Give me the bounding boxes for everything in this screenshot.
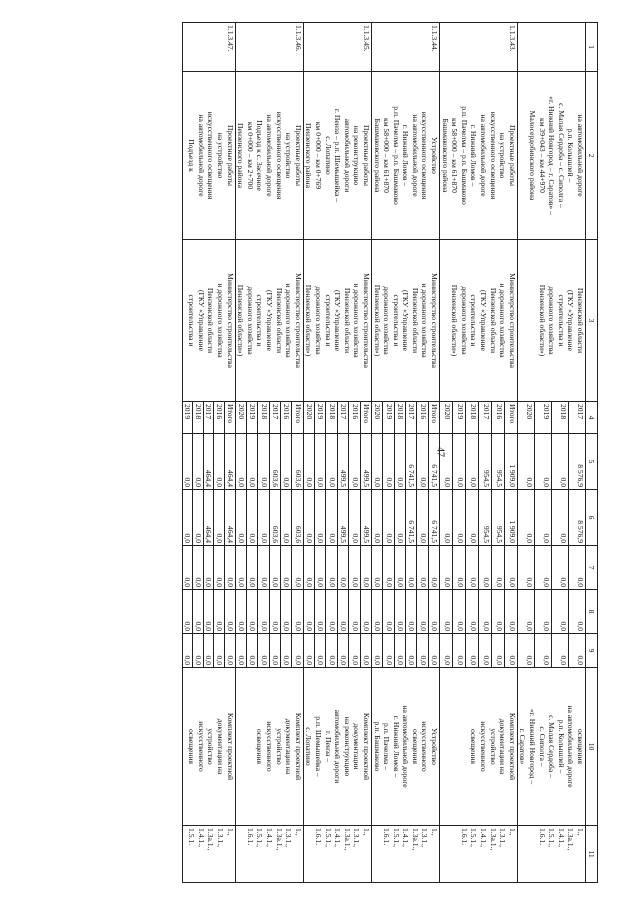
row-year: 2019: [246, 402, 257, 434]
row-year: 2019: [534, 402, 551, 434]
row-value: 6 741,5: [406, 490, 417, 546]
row-value: 0,0: [417, 634, 428, 668]
row-value: 0,0: [182, 546, 193, 590]
row-value: 0,0: [349, 590, 360, 634]
row-value: 0,0: [326, 434, 337, 490]
row-value: 603,6: [269, 490, 280, 546]
row-result: освещения на автомобильной дороге р.п. Колышлей – с. Малая Сердоба – с. Сиполга – «г. Нижний Новгород – г. Саратов»: [517, 668, 585, 826]
page-number: 47: [434, 447, 446, 457]
row-year: 2017: [568, 402, 585, 434]
column-number-row: [586, 23, 598, 883]
row-value: 0,0: [417, 490, 428, 546]
row-value: 0,0: [504, 590, 517, 634]
row-value: 0,0: [315, 546, 326, 590]
row-value: 0,0: [235, 634, 246, 668]
row-value: 0,0: [551, 590, 568, 634]
row-value: 0,0: [360, 546, 371, 590]
row-value: 0,0: [371, 634, 382, 668]
row-value: 0,0: [491, 546, 504, 590]
row-value: 0,0: [383, 590, 394, 634]
row-value: 0,0: [303, 434, 314, 490]
row-value: 0,0: [349, 490, 360, 546]
row-value: 0,0: [394, 546, 405, 590]
row-value: 0,0: [428, 590, 439, 634]
row-value: 0,0: [371, 434, 382, 490]
row-organization: Министерство строительства и дорожного хозяйства Пензенской области (ГКУ «Управление строительства и дорожного хозяйства Пензенской области»): [371, 240, 439, 402]
row-code: [517, 23, 585, 72]
row-value: 0,0: [281, 590, 292, 634]
row-year: 2016: [417, 402, 428, 434]
row-value: 0,0: [292, 546, 303, 590]
row-value: 0,0: [193, 490, 204, 546]
row-value: 464,4: [225, 490, 236, 546]
row-code: 1.1.3.44.: [371, 23, 439, 72]
row-value: 0,0: [235, 546, 246, 590]
row-indicators: 1., 1.3а.1., 1.4.1., 1.5.1., 1.6.1.: [517, 826, 585, 883]
row-value: 0,0: [315, 590, 326, 634]
row-value: 0,0: [246, 546, 257, 590]
table-row: [360, 23, 371, 883]
row-value: 603,6: [269, 434, 280, 490]
row-code: 1.1.3.43.: [440, 23, 518, 72]
row-value: 0,0: [349, 634, 360, 668]
table-row: [292, 23, 303, 883]
row-year: 2016: [281, 402, 292, 434]
row-value: 499,5: [360, 434, 371, 490]
row-year: Итого: [504, 402, 517, 434]
row-value: 0,0: [453, 634, 466, 668]
row-value: 464,4: [203, 434, 214, 490]
row-value: 0,0: [337, 590, 348, 634]
row-value: 0,0: [466, 634, 479, 668]
row-value: 0,0: [551, 434, 568, 490]
row-value: 0,0: [337, 634, 348, 668]
row-value: 0,0: [491, 590, 504, 634]
row-value: 0,0: [534, 546, 551, 590]
row-value: 0,0: [453, 546, 466, 590]
row-indicators: 1., 1.3.1., 1.3а.1., 1.4.1., 1.5.1., 1.6.1.: [440, 826, 518, 883]
row-value: 0,0: [371, 490, 382, 546]
table-row: [504, 23, 517, 883]
column-number: 2: [586, 72, 598, 240]
row-value: 0,0: [203, 546, 214, 590]
column-number: 10: [586, 668, 598, 826]
row-value: 0,0: [349, 546, 360, 590]
row-indicators: 1., 1.3.1., 1.3а.1., 1.4.1., 1.5.1., 1.6.1.: [235, 826, 303, 883]
column-number: 3: [586, 240, 598, 402]
row-name: Проектные работы на устройство искусственного освещения на автомобильной дороге Подъезд к с. Засечное км 0+000 – км 2+700 Пензенского района: [235, 72, 303, 240]
row-value: 0,0: [517, 434, 534, 490]
row-value: 0,0: [258, 490, 269, 546]
row-value: 0,0: [214, 490, 225, 546]
row-value: 0,0: [551, 634, 568, 668]
row-value: 0,0: [269, 590, 280, 634]
row-indicators: 1., 1.3.1., 1.3а.1., 1.4.1., 1.5.1., 1.6.1.: [303, 826, 371, 883]
row-value: 0,0: [440, 634, 453, 668]
row-value: 499,5: [337, 490, 348, 546]
row-value: 0,0: [517, 634, 534, 668]
row-value: 954,5: [491, 490, 504, 546]
row-value: 0,0: [453, 590, 466, 634]
row-value: 0,0: [303, 634, 314, 668]
row-value: 0,0: [258, 590, 269, 634]
row-value: 0,0: [292, 634, 303, 668]
row-value: 0,0: [394, 590, 405, 634]
table-row: [568, 23, 585, 883]
row-value: 0,0: [360, 634, 371, 668]
column-number: 4: [586, 402, 598, 434]
row-value: 1 909,0: [504, 490, 517, 546]
row-value: 0,0: [246, 634, 257, 668]
row-organization: Пензенской области (ГКУ «Управление строительства и дорожного хозяйства Пензенской области»): [517, 240, 585, 402]
row-value: 0,0: [214, 634, 225, 668]
row-result: Комплект проектной документации на устройство искусственного освещения: [440, 668, 518, 826]
row-result: Комплект проектной документации на реконструкцию автомобильной дороги г. Пенза – р.п. Шемышейка – с. Лопатино: [303, 668, 371, 826]
row-value: 0,0: [326, 634, 337, 668]
column-number: 8: [586, 590, 598, 634]
row-value: 0,0: [349, 434, 360, 490]
column-number: 6: [586, 490, 598, 546]
row-value: 0,0: [360, 590, 371, 634]
row-code: 1.1.3.46.: [235, 23, 303, 72]
row-year: 2019: [315, 402, 326, 434]
row-year: 2017: [406, 402, 417, 434]
row-value: 0,0: [417, 590, 428, 634]
row-value: 0,0: [394, 434, 405, 490]
row-value: 0,0: [440, 590, 453, 634]
row-organization: Министерство строительства и дорожного хозяйства Пензенской области (ГКУ «Управление строительства и: [182, 240, 235, 402]
row-year: 2020: [303, 402, 314, 434]
row-name: на автомобильной дороге р.п. Колышлей – с. Малая Сердоба – с. Сиполга – «г. Нижний Новгород – г. Саратов» – км 39+043 – км 44+970 Малосердобинского района: [517, 72, 585, 240]
row-value: 0,0: [466, 434, 479, 490]
row-name: Проектные работы на устройство искусственного освещения на автомобильной дороге г. Нижний Ломов – р.п. Пачелма – р.п. Башмаково км 58+000 – км 61+870 Башмаковского района: [440, 72, 518, 240]
row-value: 0,0: [246, 434, 257, 490]
row-value: 0,0: [182, 434, 193, 490]
row-value: 464,4: [225, 434, 236, 490]
row-value: 0,0: [193, 590, 204, 634]
row-value: 0,0: [406, 546, 417, 590]
row-value: 499,5: [337, 434, 348, 490]
row-value: 0,0: [326, 490, 337, 546]
row-year: Итого: [292, 402, 303, 434]
row-value: 0,0: [203, 634, 214, 668]
row-value: 6 741,5: [428, 490, 439, 546]
row-value: 0,0: [258, 546, 269, 590]
column-number: 9: [586, 634, 598, 668]
row-value: 0,0: [315, 434, 326, 490]
row-value: 0,0: [466, 546, 479, 590]
row-year: 2018: [193, 402, 204, 434]
row-value: 0,0: [292, 590, 303, 634]
table-body: [182, 23, 585, 883]
row-value: 0,0: [517, 490, 534, 546]
row-value: 0,0: [214, 546, 225, 590]
row-value: 0,0: [568, 590, 585, 634]
row-year: 2017: [478, 402, 491, 434]
row-value: 0,0: [417, 434, 428, 490]
row-value: 0,0: [440, 546, 453, 590]
row-value: 0,0: [315, 634, 326, 668]
row-value: 0,0: [225, 546, 236, 590]
row-year: 2017: [337, 402, 348, 434]
row-value: 0,0: [269, 634, 280, 668]
row-value: 0,0: [235, 590, 246, 634]
row-result: Комплект проектной документации на устройство искусственного освещения: [235, 668, 303, 826]
row-result: Комплект проектной документации на устройство искусственного освещения: [182, 668, 235, 826]
row-name: Устройство искусственного освещения на автомобильной дороге г. Нижний Ломов – р.п. Пачелма – р.п. Башмаково км 58+000 – км 61+870 Башмаковского района: [371, 72, 439, 240]
row-value: 0,0: [534, 590, 551, 634]
row-value: 0,0: [281, 546, 292, 590]
row-value: 0,0: [551, 546, 568, 590]
program-table: [182, 22, 598, 883]
row-year: 2020: [371, 402, 382, 434]
row-year: 2016: [214, 402, 225, 434]
row-value: 0,0: [214, 590, 225, 634]
column-number: 11: [586, 826, 598, 883]
row-value: 0,0: [246, 490, 257, 546]
row-value: 0,0: [235, 490, 246, 546]
column-number: 1: [586, 23, 598, 72]
row-value: 603,6: [292, 434, 303, 490]
row-value: 0,0: [440, 434, 453, 490]
row-value: 0,0: [394, 634, 405, 668]
row-name: Проектные работы на устройство искусственного освещения на автомобильной дороге Подъезд к: [182, 72, 235, 240]
row-value: 0,0: [326, 546, 337, 590]
row-value: 0,0: [193, 546, 204, 590]
row-value: 0,0: [466, 490, 479, 546]
column-number: 7: [586, 546, 598, 590]
row-value: 1 909,0: [504, 434, 517, 490]
row-value: 0,0: [281, 434, 292, 490]
row-value: 0,0: [568, 634, 585, 668]
row-value: 0,0: [517, 546, 534, 590]
row-value: 0,0: [203, 590, 214, 634]
row-value: 0,0: [417, 546, 428, 590]
row-value: 0,0: [428, 546, 439, 590]
row-year: 2016: [349, 402, 360, 434]
row-value: 0,0: [504, 546, 517, 590]
row-value: 0,0: [193, 634, 204, 668]
row-value: 0,0: [453, 434, 466, 490]
row-value: 0,0: [371, 546, 382, 590]
table-row: [428, 23, 439, 883]
row-value: 0,0: [504, 634, 517, 668]
row-value: 0,0: [406, 590, 417, 634]
row-code: 1.1.3.45.: [303, 23, 371, 72]
row-value: 954,5: [478, 434, 491, 490]
row-year: 2020: [440, 402, 453, 434]
row-year: 2020: [517, 402, 534, 434]
row-value: 0,0: [315, 490, 326, 546]
row-value: 954,5: [491, 434, 504, 490]
row-value: 0,0: [466, 590, 479, 634]
row-value: 0,0: [491, 634, 504, 668]
row-value: 0,0: [478, 634, 491, 668]
row-value: 0,0: [534, 434, 551, 490]
table-row: [225, 23, 236, 883]
row-value: 8 576,9: [568, 490, 585, 546]
row-organization: Министерство строительства и дорожного хозяйства Пензенской области (ГКУ «Управление строительства и дорожного хозяйства Пензенской области»): [440, 240, 518, 402]
row-value: 0,0: [534, 634, 551, 668]
row-organization: Министерство строительства и дорожного хозяйства Пензенской области (ГКУ «Управление строительства и дорожного хозяйства Пензенской области»): [303, 240, 371, 402]
row-value: 499,5: [360, 490, 371, 546]
row-year: 2017: [269, 402, 280, 434]
row-value: 0,0: [394, 490, 405, 546]
row-value: 0,0: [303, 590, 314, 634]
row-value: 0,0: [534, 490, 551, 546]
row-year: Итого: [360, 402, 371, 434]
row-value: 0,0: [383, 546, 394, 590]
row-value: 0,0: [326, 590, 337, 634]
row-value: 0,0: [383, 634, 394, 668]
row-value: 603,6: [292, 490, 303, 546]
row-value: 0,0: [235, 434, 246, 490]
row-value: 0,0: [225, 590, 236, 634]
row-year: 2019: [182, 402, 193, 434]
row-year: Итого: [428, 402, 439, 434]
row-value: 6 741,5: [406, 434, 417, 490]
row-value: 0,0: [182, 634, 193, 668]
row-value: 0,0: [182, 490, 193, 546]
row-value: 0,0: [428, 634, 439, 668]
row-value: 0,0: [478, 546, 491, 590]
column-number: 5: [586, 434, 598, 490]
row-value: 0,0: [551, 490, 568, 546]
row-value: 954,5: [478, 490, 491, 546]
row-year: 2018: [394, 402, 405, 434]
row-value: 8 576,9: [568, 434, 585, 490]
row-year: 2018: [551, 402, 568, 434]
row-value: 0,0: [281, 490, 292, 546]
row-name: Проектные работы на реконструкцию автомобильной дороги г. Пенза – р.п. Шемышейка – с. Лопатино км 0+000 – км 0+769 Пензенского района: [303, 72, 371, 240]
row-value: 0,0: [269, 546, 280, 590]
row-value: 0,0: [478, 590, 491, 634]
row-indicators: 1., 1.3.1., 1.3а.1., 1.4.1., 1.5.1.: [182, 826, 235, 883]
row-value: 0,0: [568, 546, 585, 590]
row-value: 464,4: [203, 490, 214, 546]
row-value: 0,0: [337, 546, 348, 590]
row-year: 2019: [383, 402, 394, 434]
row-result: Устройство искусственного освещения на автомобильной дороге г. Нижний Ломов – р.п. Пачелма – р.п. Башмаково: [371, 668, 439, 826]
row-organization: Министерство строительства и дорожного хозяйства Пензенской области (ГКУ «Управление строительства и дорожного хозяйства Пензенской области»): [235, 240, 303, 402]
row-year: 2019: [453, 402, 466, 434]
row-value: 0,0: [182, 590, 193, 634]
row-value: 0,0: [214, 434, 225, 490]
row-value: 0,0: [193, 434, 204, 490]
row-value: 0,0: [440, 490, 453, 546]
row-value: 0,0: [453, 490, 466, 546]
row-value: 0,0: [246, 590, 257, 634]
row-value: 0,0: [406, 634, 417, 668]
row-value: 0,0: [303, 546, 314, 590]
row-year: 2020: [235, 402, 246, 434]
row-value: 0,0: [258, 634, 269, 668]
row-year: 2018: [326, 402, 337, 434]
row-year: 2018: [258, 402, 269, 434]
rotated-page: [42, 22, 598, 882]
row-value: 0,0: [281, 634, 292, 668]
row-value: 0,0: [517, 590, 534, 634]
row-value: 6 741,5: [428, 434, 439, 490]
row-year: 2016: [491, 402, 504, 434]
row-value: 0,0: [383, 490, 394, 546]
row-year: 2018: [466, 402, 479, 434]
row-indicators: 1., 1.3.1., 1.3а.1., 1.4.1., 1.5.1., 1.6.1.: [371, 826, 439, 883]
row-value: 0,0: [371, 590, 382, 634]
row-value: 0,0: [303, 490, 314, 546]
row-value: 0,0: [225, 634, 236, 668]
row-year: 2017: [203, 402, 214, 434]
row-value: 0,0: [383, 434, 394, 490]
row-year: Итого: [225, 402, 236, 434]
row-value: 0,0: [258, 434, 269, 490]
row-code: 1.1.3.47.: [182, 23, 235, 72]
